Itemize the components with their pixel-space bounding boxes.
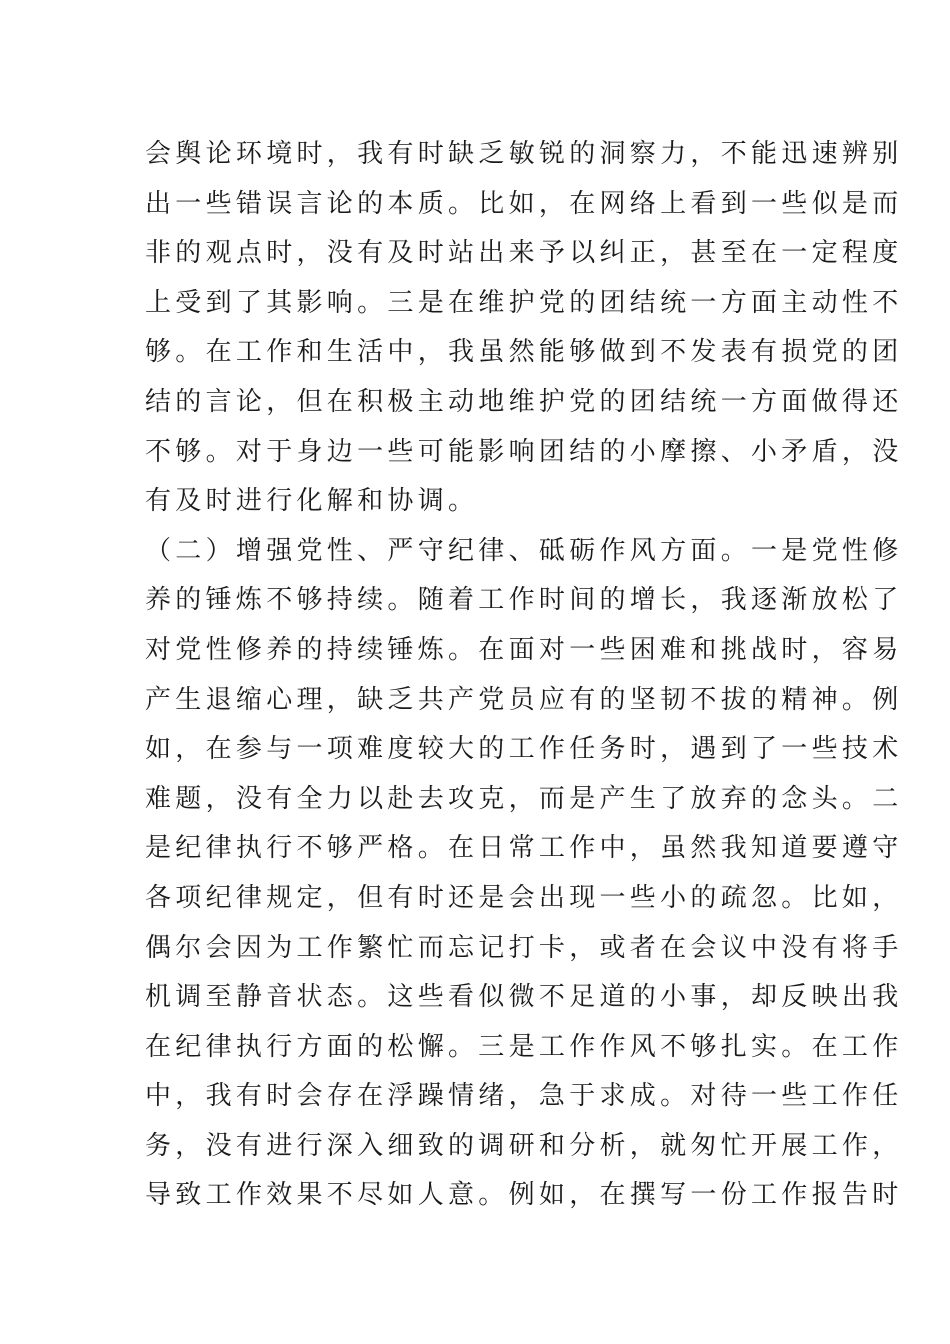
section-heading-line: （二）增强党性、严守纪律、砥砺作风方面。一是党性修 — [145, 535, 903, 566]
text-line: 非的观点时，没有及时站出来予以纠正，甚至在一定程度 — [145, 238, 903, 269]
text-line: 对党性修养的持续锤炼。在面对一些困难和挑战时，容易 — [145, 634, 903, 665]
text-line: 机调至静音状态。这些看似微不足道的小事，却反映出我 — [145, 982, 903, 1013]
text-line: 中，我有时会存在浮躁情绪，急于求成。对待一些工作任 — [145, 1081, 903, 1112]
text-line: 上受到了其影响。三是在维护党的团结统一方面主动性不 — [145, 287, 903, 318]
text-line: 偶尔会因为工作繁忙而忘记打卡，或者在会议中没有将手 — [145, 932, 903, 963]
text-line: 如，在参与一项难度较大的工作任务时，遇到了一些技术 — [145, 734, 903, 765]
text-line: 在纪律执行方面的松懈。三是工作作风不够扎实。在工作 — [145, 1031, 903, 1062]
text-line: 不够。对于身边一些可能影响团结的小摩擦、小矛盾，没 — [145, 436, 903, 467]
text-line: 养的锤炼不够持续。随着工作时间的增长，我逐渐放松了 — [145, 585, 903, 616]
text-line: 是纪律执行不够严格。在日常工作中，虽然我知道要遵守 — [145, 833, 903, 864]
text-line: 够。在工作和生活中，我虽然能够做到不发表有损党的团 — [145, 337, 903, 368]
paragraph-last-line: 有及时进行化解和协调。 — [145, 486, 479, 517]
text-line: 导致工作效果不尽如人意。例如，在撰写一份工作报告时 — [145, 1180, 903, 1211]
text-line: 各项纪律规定，但有时还是会出现一些小的疏忽。比如， — [145, 882, 903, 913]
text-line: 难题，没有全力以赴去攻克，而是产生了放弃的念头。二 — [145, 783, 903, 814]
text-line: 产生退缩心理，缺乏共产党员应有的坚韧不拔的精神。例 — [145, 684, 903, 715]
text-line: 务，没有进行深入细致的调研和分析，就匆忙开展工作， — [145, 1130, 903, 1161]
text-line: 会舆论环境时，我有时缺乏敏锐的洞察力，不能迅速辨别 — [145, 139, 903, 169]
text-line: 结的言论，但在积极主动地维护党的团结统一方面做得还 — [145, 386, 903, 417]
text-line: 出一些错误言论的本质。比如，在网络上看到一些似是而 — [145, 188, 903, 219]
body-text — [145, 130, 903, 1221]
